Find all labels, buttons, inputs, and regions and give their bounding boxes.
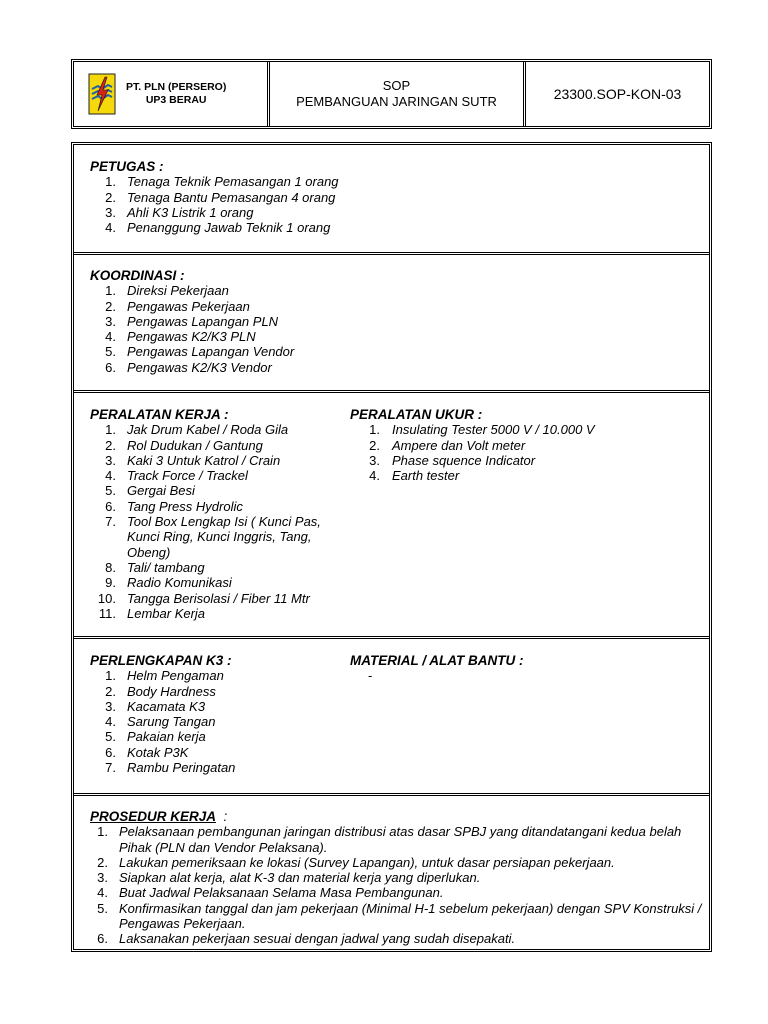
- list-item: [90, 422, 339, 437]
- list-item-text: Lakukan pemeriksaan ke lokasi (Survey Lapangan), untuk dasar persiapan pekerjaan.: [119, 854, 615, 870]
- list-item: [90, 885, 704, 900]
- list-item: [90, 901, 704, 932]
- list-number: 4.: [105, 714, 116, 730]
- list-item: [90, 931, 704, 946]
- list-number: 4.: [105, 329, 116, 345]
- list-number: 5.: [105, 483, 116, 499]
- pln-logo-icon: [88, 73, 116, 115]
- list-item-text: Pengawas Lapangan Vendor: [127, 344, 295, 360]
- list-item-text: Buat Jadwal Pelaksanaan Selama Masa Pembangunan.: [119, 885, 444, 901]
- list-item-text: Insulating Tester 5000 V / 10.000 V: [392, 422, 595, 438]
- list-item-text: Kaki 3 Untuk Katrol / Crain: [127, 452, 281, 468]
- list-number: 1.: [105, 668, 116, 684]
- list-item: [90, 499, 339, 514]
- doc-title: PEMBANGUAN JARINGAN SUTR: [296, 94, 497, 109]
- list-number: 1.: [105, 283, 116, 299]
- document-body: [71, 142, 712, 952]
- koordinasi-heading: KOORDINASI :: [90, 268, 185, 283]
- list-item-text: Tang Press Hydrolic: [127, 498, 243, 514]
- section-divider: [74, 636, 709, 639]
- list-item-text: Kacamata K3: [127, 698, 206, 714]
- company-name: [126, 81, 226, 107]
- list-item: [90, 824, 704, 855]
- list-item: [90, 299, 687, 314]
- list-item: [90, 453, 339, 468]
- list-number: 7.: [105, 514, 116, 530]
- prosedur-heading: [90, 809, 700, 824]
- list-item-text: Tool Box Lengkap Isi ( Kunci Pas, Kunci Ring, Kunci Inggris, Tang, Obeng): [127, 514, 321, 560]
- list-item: [90, 205, 687, 220]
- petugas-list: [90, 174, 687, 235]
- list-number: 4.: [369, 468, 380, 484]
- peralatan-kerja-heading: PERALATAN KERJA :: [90, 407, 229, 422]
- list-number: 7.: [105, 760, 116, 776]
- list-number: 1.: [97, 824, 108, 840]
- list-item: [90, 760, 339, 775]
- list-item-text: Pakaian kerja: [127, 729, 206, 745]
- list-item-text: Gergai Besi: [127, 483, 195, 499]
- list-number: 2.: [105, 189, 116, 205]
- list-item-text: Tenaga Bantu Pemasangan 4 orang: [127, 189, 336, 205]
- list-item-text: Kotak P3K: [127, 744, 189, 760]
- list-item: [90, 855, 704, 870]
- list-item-text: Pengawas K2/K3 PLN: [127, 329, 256, 345]
- list-item: [90, 729, 339, 744]
- section-divider: [74, 793, 709, 796]
- list-number: 3.: [105, 452, 116, 468]
- list-item: [350, 453, 692, 468]
- material-heading: MATERIAL / ALAT BANTU :: [350, 653, 524, 668]
- list-item: [90, 870, 704, 885]
- list-item-text: Sarung Tangan: [127, 714, 216, 730]
- list-number: 2.: [105, 437, 116, 453]
- list-item-text: Ahli K3 Listrik 1 orang: [127, 204, 254, 220]
- list-item: [350, 422, 692, 437]
- list-item: [90, 606, 339, 621]
- list-number: 10.: [97, 590, 116, 606]
- list-item: [90, 575, 339, 590]
- company-line-2: UP3 BERAU: [145, 94, 207, 106]
- list-item-text: Tangga Berisolasi / Fiber 11 Mtr: [127, 590, 310, 606]
- list-item-text: Ampere dan Volt meter: [392, 437, 526, 453]
- material-value: -: [368, 668, 373, 684]
- list-item-text: Rambu Peringatan: [127, 760, 236, 776]
- code-cell: [523, 62, 709, 126]
- list-item: [90, 329, 687, 344]
- list-item: [90, 699, 339, 714]
- peralatan-kerja-list: [90, 422, 340, 621]
- list-item: [90, 283, 687, 298]
- list-item-text: Radio Komunikasi: [127, 575, 232, 591]
- company-line-1: PT. PLN (PERSERO): [126, 81, 227, 93]
- list-number: 5.: [105, 729, 116, 745]
- prosedur-colon: :: [223, 809, 228, 824]
- prosedur-list: [90, 824, 700, 946]
- list-item: [90, 190, 687, 205]
- prosedur-title: PROSEDUR KERJA: [90, 809, 217, 824]
- list-item-text: Lembar Kerja: [127, 605, 206, 621]
- document-header: [71, 59, 712, 129]
- list-number: 6.: [105, 744, 116, 760]
- koordinasi-list: [90, 283, 687, 375]
- list-item: [90, 314, 687, 329]
- list-number: 2.: [369, 437, 380, 453]
- list-item-text: Pengawas K2/K3 Vendor: [127, 359, 272, 375]
- section-divider: [74, 390, 709, 393]
- list-number: 9.: [105, 575, 116, 591]
- list-number: 1.: [105, 422, 116, 438]
- list-number: 2.: [105, 298, 116, 314]
- list-item: [350, 438, 692, 453]
- list-item: [90, 438, 339, 453]
- list-item-text: Konfirmasikan tanggal dan jam pekerjaan (Minimal H-1 sebelum pekerjaan) dengan SPV Konstruksi / Pengawas Pekerjaan.: [119, 900, 702, 932]
- list-item-text: Helm Pengaman: [127, 668, 224, 684]
- list-item: [90, 745, 339, 760]
- list-item: [90, 560, 339, 575]
- list-item: [90, 344, 687, 359]
- list-item: [90, 468, 339, 483]
- list-item: [90, 174, 687, 189]
- list-item-text: Rol Dudukan / Gantung: [127, 437, 263, 453]
- list-number: 5.: [105, 344, 116, 360]
- list-number: 8.: [105, 559, 116, 575]
- list-number: 1.: [369, 422, 380, 438]
- list-number: 6.: [105, 359, 116, 375]
- list-number: 5.: [97, 900, 108, 916]
- list-number: 1.: [105, 174, 116, 190]
- list-item: [90, 684, 339, 699]
- list-item: [90, 220, 687, 235]
- list-item-text: Penanggung Jawab Teknik 1 orang: [127, 220, 331, 236]
- list-number: 2.: [97, 854, 108, 870]
- list-item: [350, 468, 692, 483]
- company-cell: [74, 62, 267, 126]
- list-number: 4.: [105, 220, 116, 236]
- list-number: 6.: [97, 931, 108, 947]
- list-item-text: Body Hardness: [127, 683, 216, 699]
- list-item-text: Direksi Pekerjaan: [127, 283, 229, 299]
- list-number: 6.: [105, 498, 116, 514]
- list-number: 3.: [369, 452, 380, 468]
- section-divider: [74, 252, 709, 255]
- list-item-text: Tenaga Teknik Pemasangan 1 orang: [127, 174, 339, 190]
- list-number: 4.: [97, 885, 108, 901]
- list-item-text: Pengawas Lapangan PLN: [127, 313, 279, 329]
- list-item: [90, 360, 687, 375]
- list-item: [90, 514, 339, 560]
- list-item: [90, 591, 339, 606]
- list-number: 3.: [105, 698, 116, 714]
- list-item-text: Jak Drum Kabel / Roda Gila: [127, 422, 289, 438]
- doc-type: SOP: [382, 78, 411, 93]
- list-number: 11.: [98, 605, 116, 621]
- list-item: [90, 714, 339, 729]
- list-item-text: Earth tester: [392, 468, 460, 484]
- list-number: 2.: [105, 683, 116, 699]
- list-item: [90, 668, 339, 683]
- list-number: 4.: [105, 468, 116, 484]
- petugas-heading: PETUGAS :: [90, 159, 164, 174]
- perlengkapan-k3-list: [90, 668, 340, 775]
- peralatan-ukur-list: [350, 422, 690, 483]
- list-number: 3.: [105, 313, 116, 329]
- peralatan-ukur-heading: PERALATAN UKUR :: [350, 407, 483, 422]
- list-item-text: Laksanakan pekerjaan sesuai dengan jadwal yang sudah disepakati.: [119, 931, 516, 947]
- doc-code: 23300.SOP-KON-03: [553, 86, 682, 102]
- list-item-text: Tali/ tambang: [127, 559, 205, 575]
- list-item-text: Pengawas Pekerjaan: [127, 298, 250, 314]
- list-item-text: Siapkan alat kerja, alat K-3 dan material kerja yang diperlukan.: [119, 870, 481, 886]
- list-number: 3.: [105, 204, 116, 220]
- perlengkapan-k3-heading: PERLENGKAPAN K3 :: [90, 653, 232, 668]
- list-item: [90, 483, 339, 498]
- list-item-text: Phase squence Indicator: [392, 452, 536, 468]
- list-number: 3.: [97, 870, 108, 886]
- title-cell: [267, 62, 523, 126]
- list-item-text: Track Force / Trackel: [127, 468, 248, 484]
- list-item-text: Pelaksanaan pembangunan jaringan distribusi atas dasar SPBJ yang ditandatangani kedua belah Pihak (PLN dan Vendor Pelaksana).: [119, 824, 682, 855]
